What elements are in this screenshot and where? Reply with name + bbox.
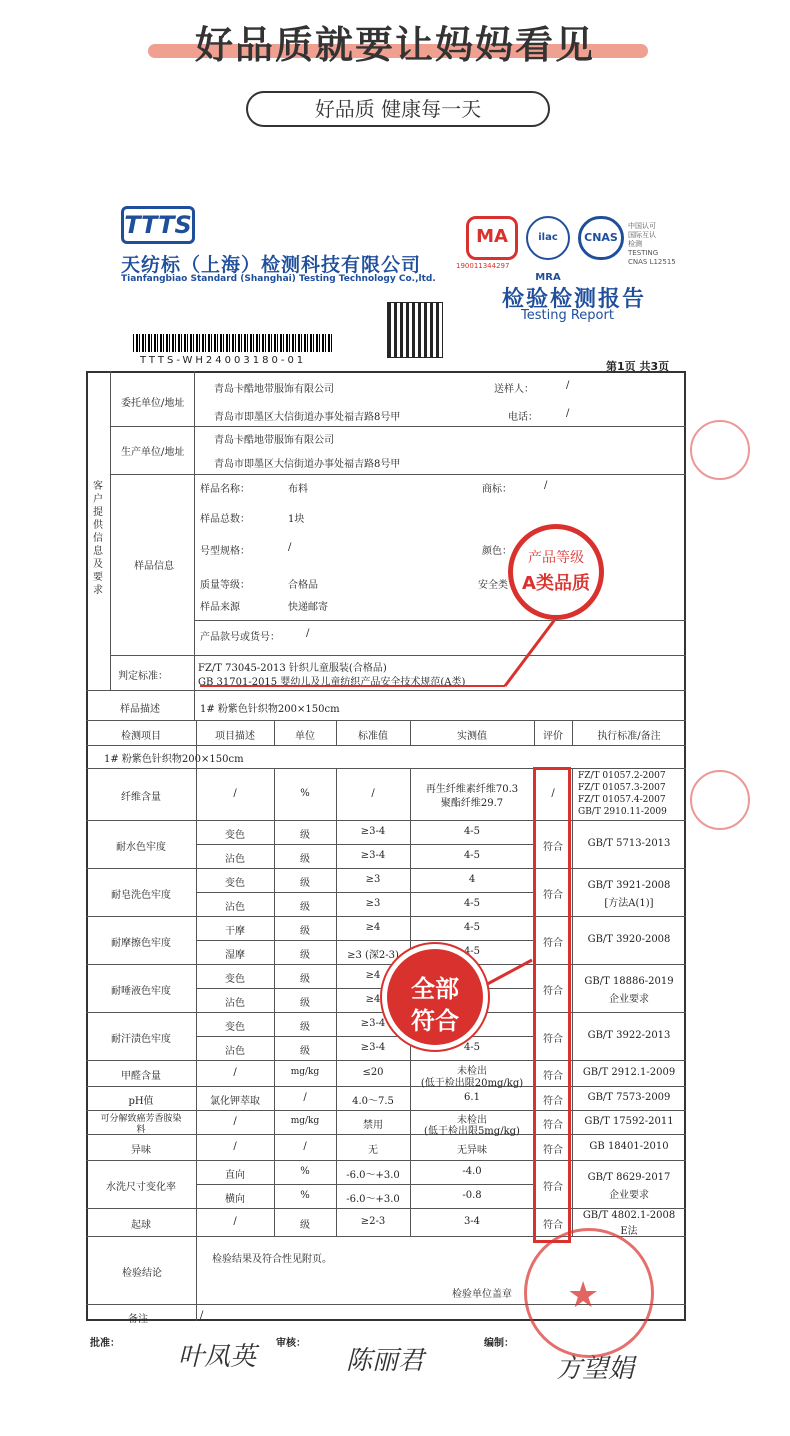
seal-star-icon: ★ (567, 1275, 600, 1316)
item-no-label: 产品款号或货号： (200, 632, 280, 643)
shrink-std2: -6.0～+3.0 (346, 1194, 400, 1205)
sweat-unit-2: 级 (300, 1046, 310, 1057)
client-info-side-label: 客户提供信息及要求 (93, 481, 103, 596)
fiber-ref-3: FZ/T 01057.4-2007 (578, 795, 666, 805)
pilling-eval: 符合 (543, 1220, 563, 1231)
soap-sub2: 沾色 (225, 902, 245, 913)
soap-std2: ≥3 (365, 898, 381, 909)
review-label: 审核： (276, 1338, 306, 1349)
sweat-ref: GB/T 3922-2013 (587, 1030, 671, 1041)
quality-label: 质量等级： (200, 580, 250, 591)
brand-label: 商标： (482, 484, 512, 495)
sample-name-label: 样品名称： (200, 484, 250, 495)
odor-eval: 符合 (543, 1145, 563, 1156)
sweat-std2: ≥3-4 (360, 1042, 386, 1053)
source-value: 快递邮寄 (288, 602, 328, 613)
saliva-sub1: 变色 (225, 974, 245, 985)
saliva-ref-1: GB/T 18886-2019 (584, 976, 674, 987)
rub-std2: ≥3 (深2-3) (347, 950, 399, 961)
conclusion-stamp-label: 检验单位盖章 (452, 1289, 512, 1300)
grade-callout (508, 524, 604, 620)
water-act1: 4-5 (463, 826, 481, 837)
saliva-std1: ≥4 (365, 970, 381, 981)
producer-address: 青岛市即墨区大信街道办事处福吉路8号甲 (214, 459, 401, 470)
sweat-act2: 4-5 (463, 1042, 481, 1053)
sweat-sub1: 变色 (225, 1022, 245, 1033)
formaldehyde-ref: GB/T 2912.1-2009 (582, 1067, 676, 1078)
sweat-unit-1: 级 (300, 1022, 310, 1033)
saliva-name: 耐唾液色牢度 (111, 986, 171, 997)
odor-name: 异味 (131, 1145, 151, 1156)
ph-desc: 氯化钾萃取 (210, 1096, 260, 1107)
banner-subtitle-pill: 好品质 健康每一天 (246, 91, 550, 127)
shrink-unit-1: % (300, 1166, 310, 1177)
shrink-unit-2: % (300, 1190, 310, 1201)
saliva-unit-2: 级 (300, 998, 310, 1009)
header-ref: 执行标准/备注 (597, 731, 661, 742)
formaldehyde-act-1: 未检出 (457, 1066, 487, 1077)
shrink-std1: -6.0～+3.0 (346, 1170, 400, 1181)
water-ref: GB/T 5713-2013 (587, 838, 671, 849)
conclusion-label: 检验结论 (122, 1268, 162, 1279)
rub-unit-2: 级 (300, 950, 310, 961)
standard-2: GB 31701-2015 婴幼儿及儿童纺织产品安全技术规范(A类) (198, 677, 466, 688)
formaldehyde-unit: mg/kg (290, 1067, 320, 1077)
remark-value: / (200, 1310, 204, 1321)
banner-title: 好品质就要让妈妈看见 (194, 23, 595, 67)
fiber-eval: / (551, 788, 555, 799)
soap-std1: ≥3 (365, 874, 381, 885)
fiber-name: 纤维含量 (121, 792, 161, 803)
odor-ref: GB 18401-2010 (589, 1141, 669, 1152)
remark-label: 备注 (128, 1314, 148, 1325)
report-number: TTTS-WH24003180-01 (140, 355, 307, 366)
rub-std1: ≥4 (365, 922, 381, 933)
soap-sub1: 变色 (225, 878, 245, 889)
sweat-name: 耐汗渍色牢度 (111, 1034, 171, 1045)
brand-value: / (544, 480, 548, 491)
fiber-actual-1: 再生纤维素纤维70.3 (425, 784, 519, 795)
sample-desc-value: 1# 粉紫色针织物200×150cm (200, 704, 340, 715)
header-item: 检测项目 (121, 731, 161, 742)
soap-ref-1: GB/T 3921-2008 (587, 880, 671, 891)
sample-count-value: 1块 (288, 514, 305, 525)
rub-eval: 符合 (543, 938, 563, 949)
fiber-ref-4: GB/T 2910.11-2009 (578, 807, 667, 817)
ph-ref: GB/T 7573-2009 (587, 1092, 671, 1103)
pilling-name: 起球 (131, 1220, 151, 1231)
ph-eval: 符合 (543, 1096, 563, 1107)
water-unit-2: 级 (300, 854, 310, 865)
soap-act1: 4 (468, 874, 476, 885)
water-name: 耐水色牢度 (116, 842, 166, 853)
pilling-act: 3-4 (463, 1216, 481, 1227)
fiber-unit: % (300, 788, 310, 799)
all-pass-line2: 符合 (411, 1007, 459, 1035)
entrust-address: 青岛市即墨区大信街道办事处福吉路8号甲 (214, 412, 401, 423)
sender-value: / (566, 380, 570, 391)
saliva-std2: ≥4 (365, 994, 381, 1005)
saliva-sub2: 沾色 (225, 998, 245, 1009)
water-sub2: 沾色 (225, 854, 245, 865)
formaldehyde-desc: / (233, 1067, 237, 1078)
pilling-desc: / (233, 1216, 237, 1227)
cnas-info: 中国认可 国际互认 检测 TESTING CNAS L12515 (628, 222, 676, 266)
safety-label: 安全类 (478, 580, 508, 591)
page-info: 第1页 共3页 (606, 360, 670, 373)
shrink-name: 水洗尺寸变化率 (106, 1182, 176, 1193)
water-eval: 符合 (543, 842, 563, 853)
ph-unit: / (303, 1092, 307, 1103)
shrink-sub2: 横向 (225, 1194, 245, 1205)
item-no-value: / (306, 628, 310, 639)
source-label: 样品来源 (200, 602, 240, 613)
formaldehyde-name: 甲醛含量 (121, 1071, 161, 1082)
saliva-ref-2: 企业要求 (609, 994, 649, 1005)
review-signature: 陈丽君 (346, 1346, 425, 1376)
sample-info-label: 样品信息 (134, 561, 174, 572)
water-std1: ≥3-4 (360, 826, 386, 837)
grade-callout-line1: 产品等级 (528, 550, 584, 566)
odor-desc: / (233, 1141, 237, 1152)
header-desc: 项目描述 (215, 731, 255, 742)
header-actual: 实测值 (457, 731, 487, 742)
model-value: / (288, 542, 292, 553)
ph-name: pH值 (128, 1096, 154, 1107)
rub-ref: GB/T 3920-2008 (587, 934, 671, 945)
sample-desc-label: 样品描述 (120, 704, 160, 715)
amine-name-2: 料 (136, 1125, 146, 1135)
producer-label: 生产单位/地址 (121, 447, 185, 458)
odor-unit: / (303, 1141, 307, 1152)
soap-eval: 符合 (543, 890, 563, 901)
rub-act2: 4-5 (463, 946, 481, 957)
lab-logo: TTTS (121, 206, 195, 244)
fiber-desc: / (233, 788, 237, 799)
edit-signature: 方望娟 (556, 1354, 635, 1384)
saliva-eval: 符合 (543, 986, 563, 997)
lab-name-cn: 天纺标（上海）检测科技有限公司 (121, 254, 422, 276)
pilling-ref-1: GB/T 4802.1-2008 (582, 1210, 676, 1221)
entrust-name: 青岛卡酷地带服饰有限公司 (214, 384, 334, 395)
formaldehyde-std: ≤20 (362, 1067, 384, 1078)
soap-unit-2: 级 (300, 902, 310, 913)
amine-act-1: 未检出 (457, 1115, 487, 1126)
soap-ref-2: [方法A(1)] (604, 898, 654, 909)
cma-mark: MA (466, 216, 518, 260)
ph-act: 6.1 (464, 1092, 480, 1103)
cma-number: 190011344297 (456, 262, 510, 270)
shrink-act2: -0.8 (462, 1190, 482, 1201)
header-unit: 单位 (295, 731, 315, 742)
conclusion-text: 检验结果及符合性见附页。 (212, 1254, 332, 1265)
amine-act-2: (低于检出限5mg/kg) (424, 1126, 520, 1137)
shrink-sub1: 直向 (225, 1170, 245, 1181)
rub-name: 耐摩擦色牢度 (111, 938, 171, 949)
soap-unit-1: 级 (300, 878, 310, 889)
sweat-std1: ≥3-4 (360, 1018, 386, 1029)
pilling-std: ≥2-3 (360, 1216, 386, 1227)
edit-label: 编制： (484, 1338, 514, 1349)
odor-std: 无 (368, 1145, 378, 1156)
rub-sub1: 干摩 (225, 926, 245, 937)
entrust-label: 委托单位/地址 (121, 398, 185, 409)
water-act2: 4-5 (463, 850, 481, 861)
model-label: 号型规格： (200, 546, 250, 557)
fiber-ref-1: FZ/T 01057.2-2007 (578, 771, 666, 781)
shrink-ref-2: 企业要求 (609, 1190, 649, 1201)
saliva-unit-1: 级 (300, 974, 310, 985)
grade-callout-line2: A类品质 (522, 573, 590, 594)
amine-name-1: 可分解致癌芳香胺染 (100, 1114, 182, 1124)
header-std: 标准值 (358, 731, 388, 742)
report-title-en: Testing Report (521, 308, 614, 323)
approve-label: 批准： (90, 1338, 120, 1349)
amine-desc: / (233, 1116, 237, 1127)
pilling-ref-2: E法 (620, 1226, 638, 1237)
pilling-unit: 级 (300, 1220, 310, 1231)
odor-act: 无异味 (457, 1145, 487, 1156)
sample-row: 1# 粉紫色针织物200×150cm (104, 754, 244, 765)
formaldehyde-eval: 符合 (543, 1071, 563, 1082)
soap-act2: 4-5 (463, 898, 481, 909)
producer-name: 青岛卡酷地带服饰有限公司 (214, 435, 334, 446)
phone-label: 电话： (508, 412, 538, 423)
sweat-sub2: 沾色 (225, 1046, 245, 1057)
amine-unit: mg/kg (290, 1116, 320, 1126)
fiber-std: / (371, 788, 375, 799)
header-eval: 评价 (543, 731, 563, 742)
all-pass-callout (382, 944, 488, 1050)
standard-1: FZ/T 73045-2013 针织儿童服装(合格品) (198, 663, 387, 674)
report-title-cn: 检验检测报告 (502, 287, 647, 312)
sender-label: 送样人： (494, 384, 534, 395)
water-unit-1: 级 (300, 830, 310, 841)
all-pass-line1: 全部 (411, 975, 459, 1003)
quality-value: 合格品 (288, 580, 318, 591)
sweat-eval: 符合 (543, 1034, 563, 1045)
shrink-eval: 符合 (543, 1182, 563, 1193)
ph-std: 4.0～7.5 (352, 1096, 394, 1107)
standard-label: 判定标准： (118, 671, 168, 682)
phone-value: / (566, 408, 570, 419)
amine-eval: 符合 (543, 1120, 563, 1131)
color-label: 颜色： (482, 546, 512, 557)
water-std2: ≥3-4 (360, 850, 386, 861)
shrink-ref-1: GB/T 8629-2017 (587, 1172, 671, 1183)
rub-sub2: 湿摩 (225, 950, 245, 961)
cnas-mark: CNAS (578, 216, 624, 260)
shrink-act1: -4.0 (462, 1166, 482, 1177)
rub-unit-1: 级 (300, 926, 310, 937)
amine-std: 禁用 (363, 1120, 383, 1131)
fiber-actual-2: 聚酯纤维29.7 (440, 798, 504, 809)
lab-name-en: Tianfangbiao Standard (Shanghai) Testing Technology Co.,ltd. (121, 274, 436, 284)
soap-name: 耐皂洗色牢度 (111, 890, 171, 901)
fiber-ref-2: FZ/T 01057.3-2007 (578, 783, 666, 793)
formaldehyde-act-2: (低于检出限20mg/kg) (420, 1078, 524, 1089)
sample-name-value: 布料 (288, 484, 308, 495)
rub-act1: 4-5 (463, 922, 481, 933)
approve-signature: 叶凤英 (178, 1342, 257, 1372)
amine-ref: GB/T 17592-2011 (584, 1116, 674, 1127)
water-sub1: 变色 (225, 830, 245, 841)
sample-count-label: 样品总数： (200, 514, 250, 525)
ilac-mark: ilac MRA (526, 216, 570, 260)
